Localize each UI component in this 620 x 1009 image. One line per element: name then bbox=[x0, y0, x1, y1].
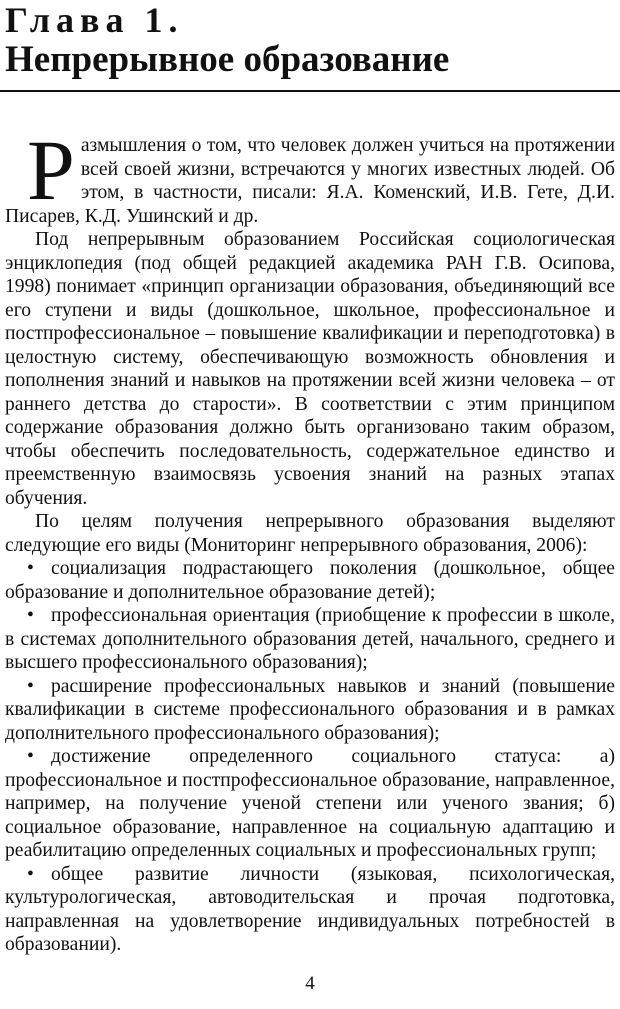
bullet-icon: • bbox=[27, 558, 34, 579]
list-item-text: расширение профессиональных навыков и знаний (повышение квалификации в системе профессионального образования и в рамках дополнительного профессионального образования); bbox=[5, 675, 615, 744]
chapter-label: Глава 1. bbox=[5, 0, 184, 40]
chapter-title: Непрерывное образование bbox=[5, 39, 450, 80]
paragraph-intro bbox=[5, 122, 615, 228]
paragraph-definition: Под непрерывным образованием Российская социологическая энциклопедия (под общей редакцией академика РАН Г.В. Осипова, 1998) понимает «принцип организации образования, объединяющий все его ступени и виды (дошкольное, школьное, профессиональное и постпрофессиональное – повышение квалификации и переподготовка) в целостную систему, обеспечивающую возможность обновления и пополнения знаний и навыков на протяжении всей жизни человека – от раннего детства до старости». В соответствии с этим принципом содержание образования должно быть организовано таким образом, чтобы обеспечить последовательность, содержательное единство и преемственную взаимосвязь усвоения знаний на разных этапах обучения. bbox=[5, 229, 615, 509]
bullet-icon: • bbox=[27, 863, 34, 885]
list-item-text: общее развитие личности (языковая, психологическая, культурологическая, автоводительская и прочая подготовка, направленная на удовлетворение индивидуальных потребностей в образовании). bbox=[5, 863, 615, 955]
header-rule bbox=[0, 90, 620, 92]
body-text bbox=[5, 122, 615, 957]
list-item bbox=[5, 745, 615, 863]
page-number: 4 bbox=[305, 973, 315, 994]
list-item bbox=[5, 675, 615, 746]
bullet-list bbox=[5, 557, 615, 957]
list-item bbox=[5, 604, 615, 675]
paragraph-intro-text: азмышления о том, что человек должен учиться на протяжении всей своей жизни, встречаются у многих известных людей. Об этом, в частности, писали: Я.А. Коменский, И.В. Гете, Д.И. Писарев, К.Д. Ушинский и др. bbox=[5, 135, 615, 227]
drop-cap: Р bbox=[27, 122, 75, 218]
list-item-text: социализация подрастающего поколения (дошкольное, общее образование и дополнительное образование детей); bbox=[5, 558, 615, 603]
bullet-icon: • bbox=[27, 746, 34, 767]
paragraph-goals: По целям получения непрерывного образования выделяют следующие его виды (Мониторинг непрерывного образования, 2006): bbox=[5, 511, 615, 556]
bullet-icon: • bbox=[27, 675, 34, 697]
list-item bbox=[5, 557, 615, 604]
list-item-text: достижение определенного социального статуса: а) профессиональное и постпрофессиональное образование, направленное, например, на получение ученой степени или ученого звания; б) социальное образование, направленное на социальную адаптацию и реабилитацию определенных социальных и профессиональных групп; bbox=[5, 746, 615, 861]
bullet-icon: • bbox=[27, 605, 34, 626]
list-item-text: профессиональная ориентация (приобщение к профессии в школе, в системах дополнительного образования детей, начального, среднего и высшего профессионального образования); bbox=[5, 605, 615, 673]
list-item bbox=[5, 863, 615, 957]
